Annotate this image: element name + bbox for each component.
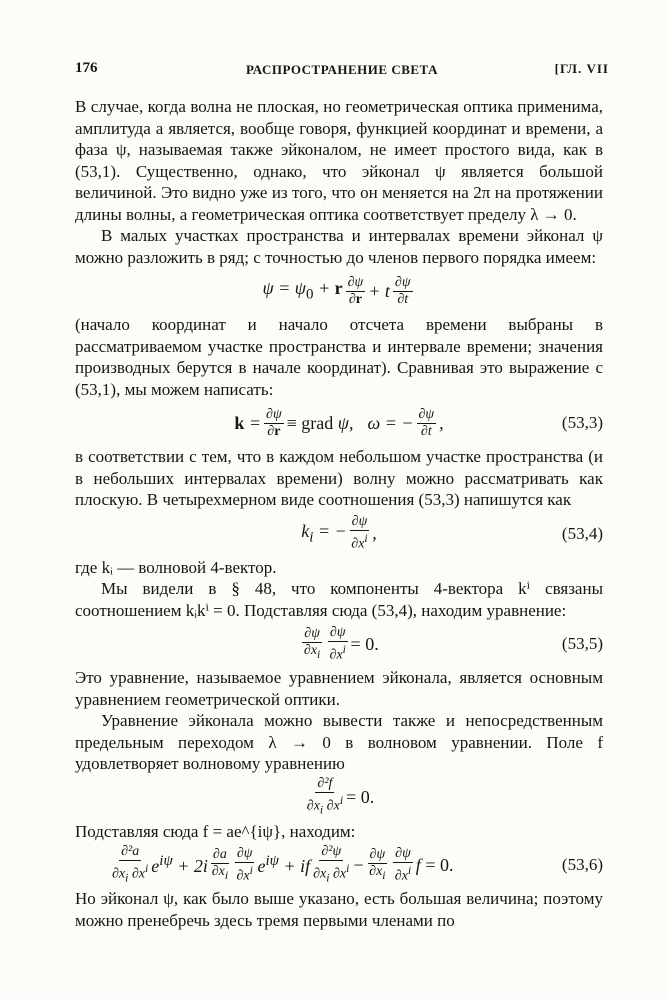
equation-eikonal-expansion: $\psi = \psi_0 + r$ $\frac{\partial\psi}{\partial r}$ + t $\frac{\partial\psi}{\partial t}$: [262, 274, 411, 307]
paragraph-1: В случае, когда волна не плоская, но геометрическая оптика применима, амплитуда a является, вообще говоря, функцией координат и времени, а фаза ψ, называемая также эйконалом, не имеет простого вида, как в (53,1). Существенно, однако, что эйконал ψ является большой величиной. Это видно уже из того, что он меняется на 2π на протяжении длины волны, а геометрическая оптика соответствует пределу λ → 0.: [75, 97, 603, 224]
page-number: 176: [75, 60, 98, 76]
chapter-label: [ГЛ. VII: [554, 61, 609, 76]
page-header: [75, 60, 609, 82]
paragraph-7: Это уравнение, называемое уравнением эйконала, является основным уравнением геометрической оптики.: [75, 668, 603, 709]
equation-wave: $\frac{\text{∂²f}}{\partial x_i \partial x^i}$ = 0.: [306, 776, 375, 817]
equation-53-4: $k_i$ = − $\frac{\partial\psi}{\partial x^i}$ , (53,4): [301, 514, 603, 552]
paragraph-6: Мы видели в § 48, что компоненты 4-вектора kⁱ связаны соотношением kᵢkⁱ = 0. Подставляя сюда (53,4), находим уравнение:: [75, 579, 603, 620]
equation-number: (53,4): [561, 523, 603, 543]
paragraph-10: Но эйконал ψ, как было выше указано, есть большая величина; поэтому можно пренебречь здесь тремя первыми членами по: [75, 889, 603, 930]
paragraph-8: Уравнение эйконала можно вывести также и непосредственным предельным переходом λ → 0 в волновом уравнении. Поле f удовлетворяет волновому уравнению: [75, 711, 603, 773]
paragraph-4: в соответствии с тем, что в каждом небольшом участке пространства (и в небольших интервалах времени) волну можно рассматривать как плоскую. В четырехмерном виде соотношения (53,3) напишутся как: [75, 447, 603, 509]
equation-53-3: k = $\frac{\partial\psi}{\partial r}$ ≡ grad ψ, ω = − $\frac{\partial\psi}{\partial t}$ , (53,3): [234, 406, 603, 439]
equation-number: (53,6): [561, 855, 603, 874]
equation-53-6: $\frac{\text{∂²a}}{\partial x_i \partial x^i}$ $e^{i\psi} + 2i$ $\frac{\partial a}{\partial x_i}$ $\frac{\partial\psi}{\partial x^i}$ $e^{i\psi}$ + if $\frac{\text{∂²ψ}}{\partial x_i \partial x^i}$ − $\frac{\partial\psi}{\partial x_i}$ $\frac{\partial\psi}{\partial x^i}$ f = 0. (53,6): [112, 843, 603, 885]
running-title: РАСПРОСТРАНЕНИЕ СВЕТА: [246, 62, 438, 77]
page-body: [75, 96, 603, 931]
equation-number: (53,3): [561, 413, 603, 432]
paragraph-5: где kᵢ — волновой 4-вектор.: [75, 557, 277, 577]
equation-53-5: $\frac{\partial\psi}{\partial x_i}$ $\frac{\partial\psi}{\partial x^i}$ = 0. (53,5): [303, 624, 603, 663]
paragraph-3: (начало координат и начало отсчета времени выбраны в рассматриваемом участке пространства и интервале времени; значения производных берутся в начале координат). Сравнивая это выражение с (53,1), мы можем написать:: [75, 315, 603, 399]
equation-number: (53,5): [561, 634, 603, 653]
paragraph-2: В малых участках пространства и интервалах времени эйконал ψ можно разложить в ряд; с точностью до членов первого порядка имеем:: [75, 226, 603, 267]
paragraph-9: Подставляя сюда f = ae^{iψ}, находим:: [75, 821, 356, 841]
